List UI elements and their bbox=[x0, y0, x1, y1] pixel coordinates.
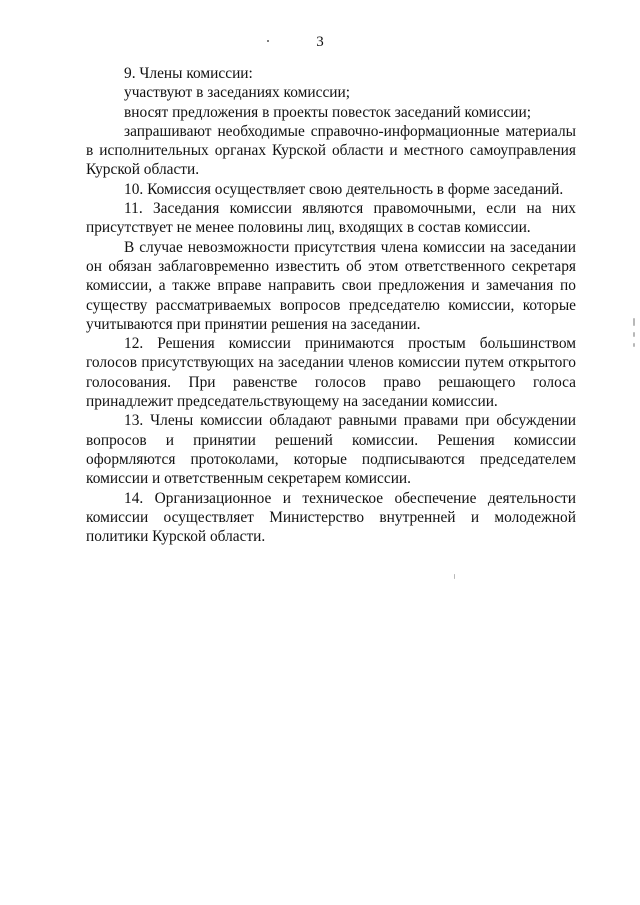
paragraph-members-request: запрашивают необходимые справочно-информационные материалы в исполнительных органах Курской области и местного самоуправления Курской области. bbox=[86, 122, 576, 179]
paragraph-members-attend: участвуют в заседаниях комиссии; bbox=[124, 84, 351, 102]
scan-artifact-edge-mark bbox=[633, 343, 635, 347]
scan-artifact-dot bbox=[267, 40, 269, 42]
paragraph-11-absence: В случае невозможности присутствия члена комиссии на заседании он обязан заблаговременно известить об этом ответственного секретаря комиссии, а также вправе направить свои предложения и замечания по существу рассматриваемых вопросов председателю комиссии, которые учитываются при принятии решения на заседании. bbox=[86, 238, 576, 333]
paragraph-13: 13. Члены комиссии обладают равными правами при обсуждении вопросов и принятии решений комиссии. Решения комиссии оформляются протоколами, которые подписываются председателем комиссии и ответственным секретарем комиссии. bbox=[86, 412, 576, 488]
paragraph-14: 14. Организационное и техническое обеспечение деятельности комиссии осуществляет Министерство внутренней и молодежной политики Курской области. bbox=[86, 489, 576, 546]
paragraph-10: 10. Комиссия осуществляет свою деятельность в форме заседаний. bbox=[124, 180, 564, 198]
paragraph-members-heading: 9. Члены комиссии: bbox=[124, 65, 253, 82]
scan-artifact-edge-mark bbox=[633, 318, 635, 326]
paragraph-12: 12. Решения комиссии принимаются простым большинством голосов присутствующих на заседании членов комиссии путем открытого голосования. При равенстве голосов право решающего голоса принадлежит председательствующему на заседании комиссии. bbox=[86, 335, 576, 411]
page-number: 3 bbox=[316, 34, 324, 50]
document-body bbox=[86, 64, 576, 546]
scan-artifact-speck bbox=[454, 574, 455, 579]
paragraph-members-propose: вносят предложения в проекты повесток заседаний комиссии; bbox=[124, 103, 532, 121]
paragraph-11: 11. Заседания комиссии являются правомочными, если на них присутствует не менее половины лиц, входящих в состав комиссии. bbox=[86, 200, 576, 237]
scan-artifact-edge-mark bbox=[633, 332, 635, 337]
